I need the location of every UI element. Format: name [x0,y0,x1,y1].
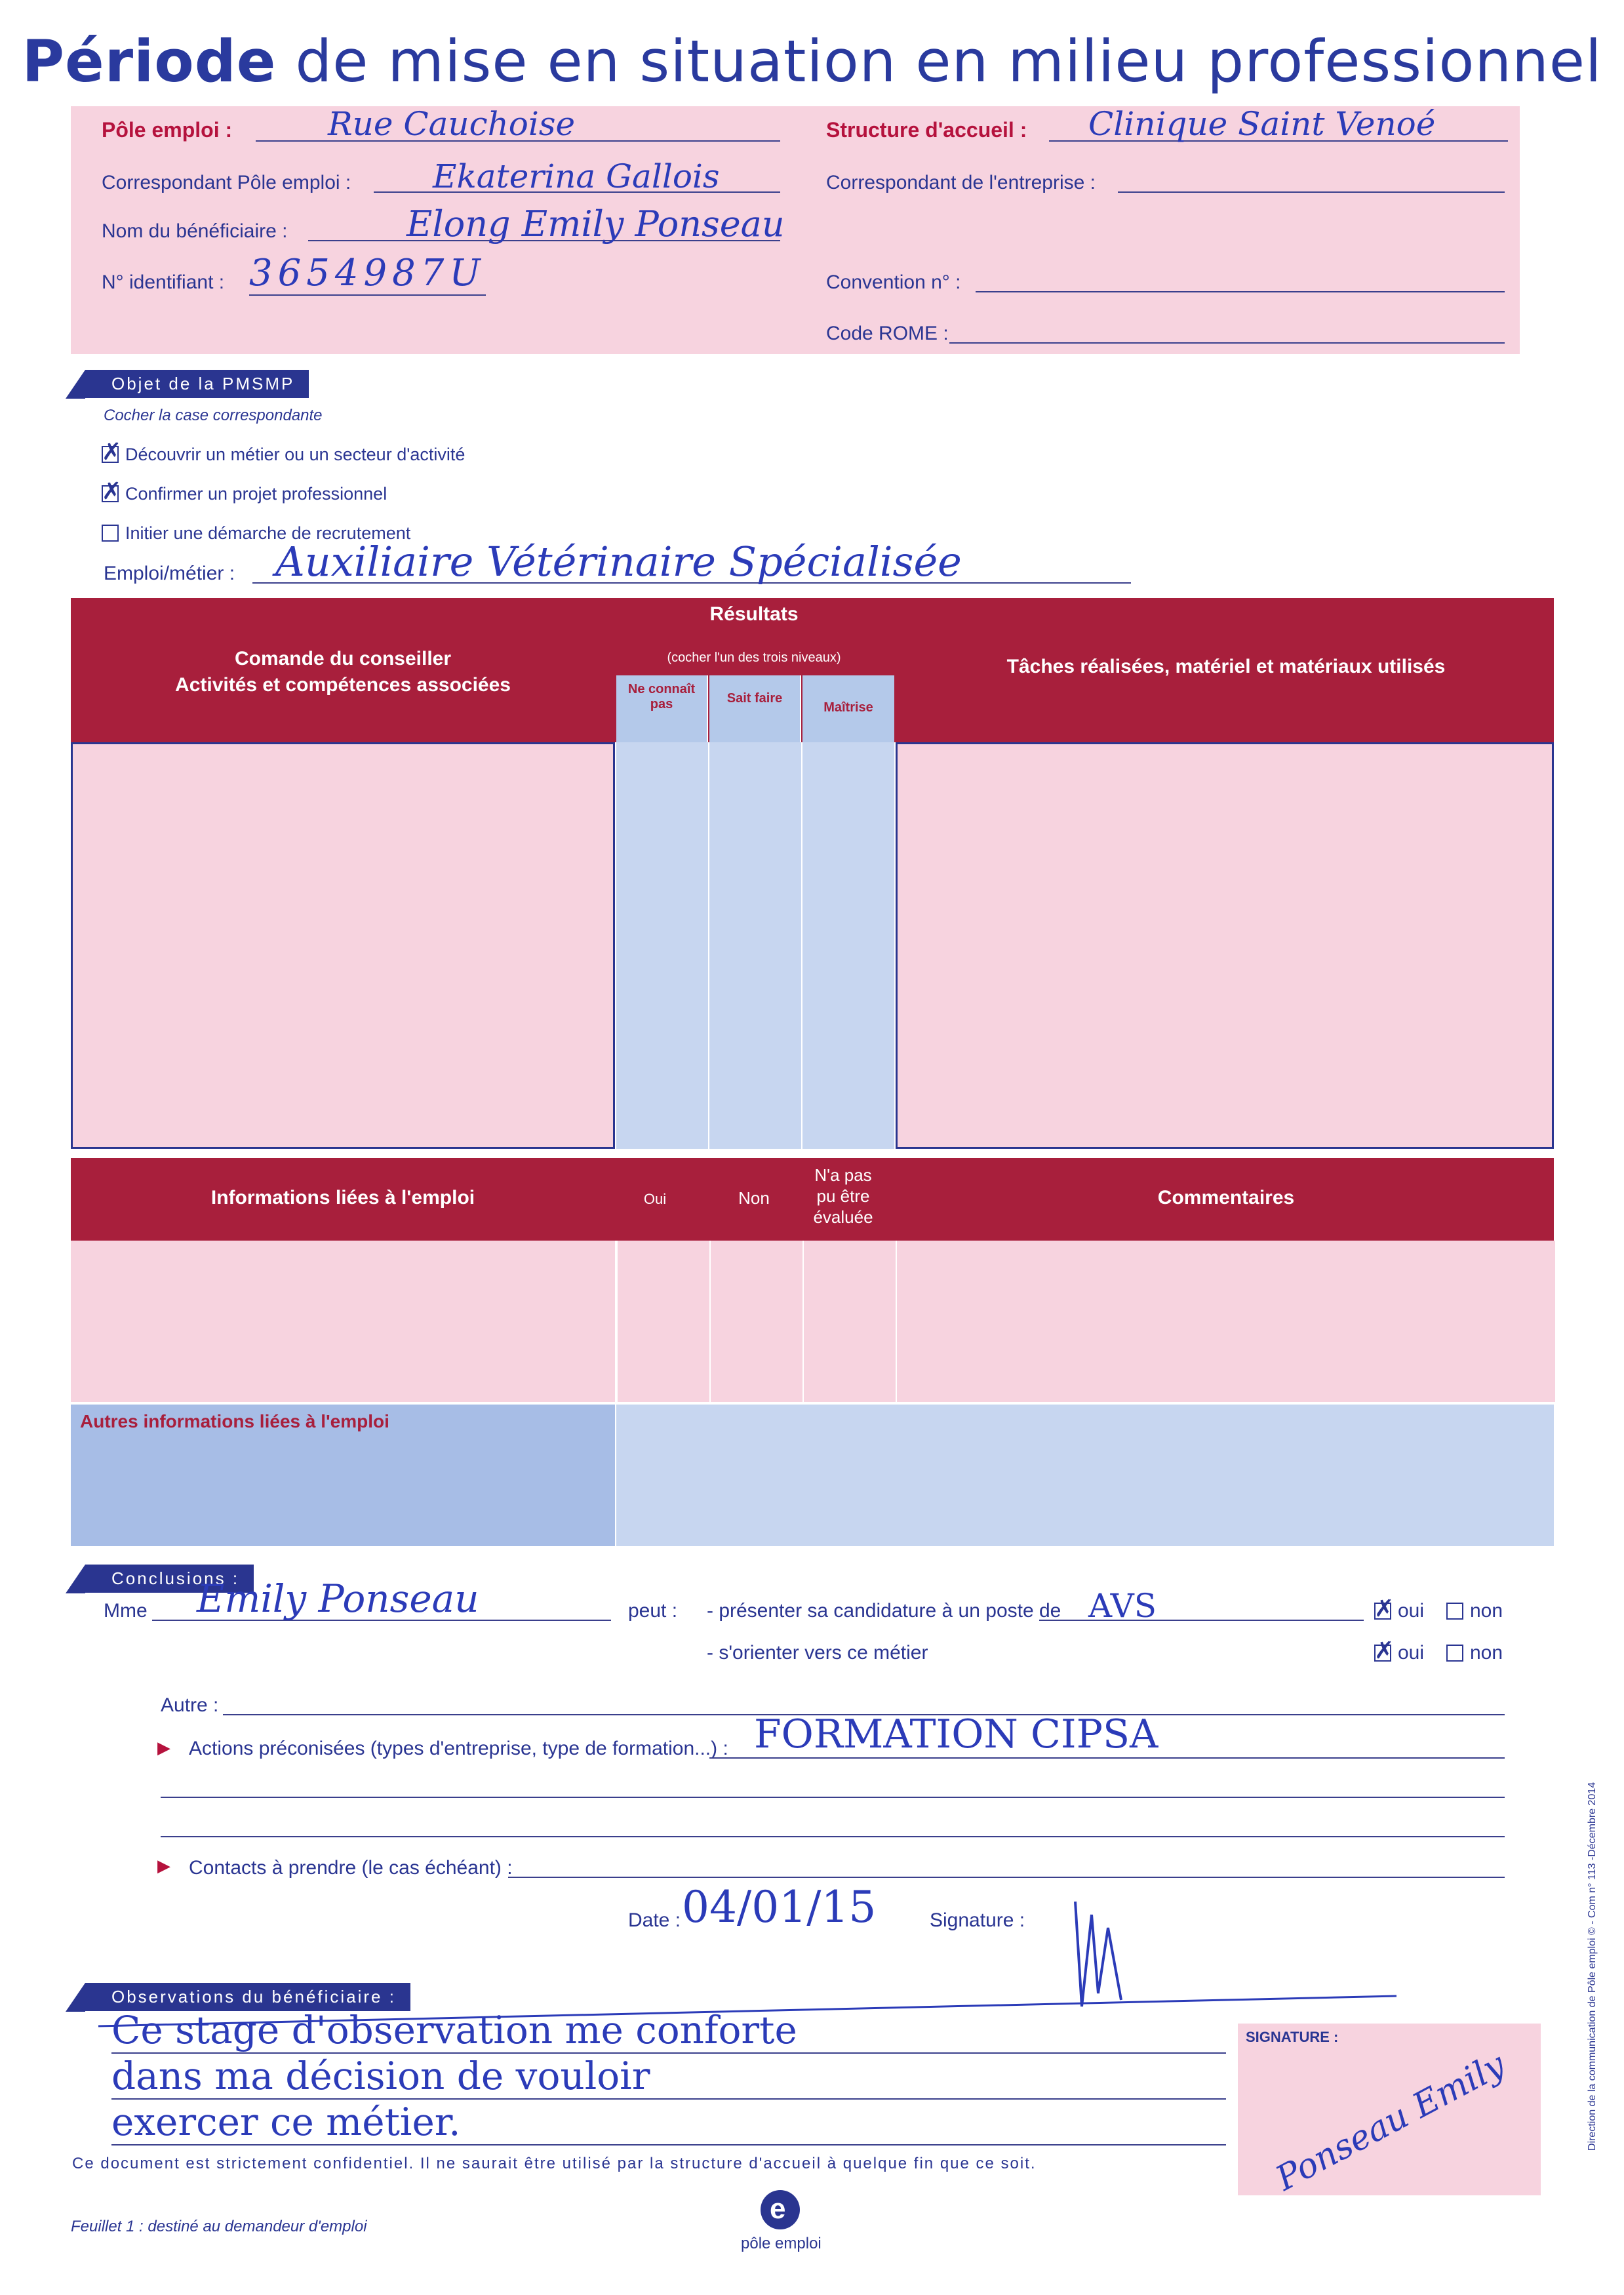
page-title [0,28,1624,95]
correspondant-ent-label: Correspondant de l'entreprise : [826,172,1096,193]
correspondant-pe-label: Correspondant Pôle emploi : [102,172,351,193]
triangle-icon: ▶ [157,1738,170,1757]
table1-cell-level-3[interactable] [802,742,894,1149]
beneficiary-signature-value: Ponseau Emily [1269,2045,1512,2199]
observation-line-3: exercer ce métier. [111,2100,1226,2145]
actions-line-3 [161,1836,1505,1837]
actions-line [709,1757,1505,1759]
pole-emploi-logo-icon: e [761,2190,800,2229]
feuillet-note: Feuillet 1 : destiné au demandeur d'emploi [71,2218,367,2235]
checkbox-icon[interactable] [1374,1645,1391,1662]
table1-level-3: Maîtrise [802,675,894,742]
objet-band: Objet de la PMSMP [85,370,309,398]
autre-label: Autre : [161,1694,219,1716]
structure-value: Clinique Saint Venoé [1088,105,1436,143]
table1-resultats-sub: (cocher l'un des trois niveaux) [667,650,841,665]
observation-line-2: dans ma décision de vouloir [111,2054,1226,2100]
table2-col-na: N'a pas pu être évaluée [813,1165,873,1227]
peut-label: peut : [628,1600,678,1622]
correspondant-pe-value: Ekaterina Gallois [433,157,720,195]
observations-band: Observations du bénéficiaire : [85,1983,410,2011]
table2-col-infos: Informations liées à l'emploi [210,1187,475,1208]
pole-emploi-logo-text: pôle emploi [741,2235,822,2252]
header-box [71,106,1520,354]
beneficiary-signature-label: SIGNATURE : [1246,2029,1339,2045]
checkbox-icon[interactable] [1374,1603,1391,1620]
title-bold: Période [22,28,277,95]
table2-cell-na[interactable] [802,1241,896,1402]
mme-label: Mme [104,1600,148,1622]
table1-col-activites: Comande du conseiller Activités et compétences associées [175,648,511,696]
table2-col-comments: Commentaires [1157,1187,1295,1208]
table1-cell-taches[interactable] [896,742,1554,1149]
date-value: 04/01/15 [682,1882,877,1932]
table2-cell-non[interactable] [709,1241,802,1402]
checkbox-icon[interactable] [1446,1603,1463,1620]
conclusions-band: Conclusions : [85,1565,254,1593]
contacts-label: Contacts à prendre (le cas échéant) : [189,1857,513,1879]
structure-label: Structure d'accueil : [826,118,1027,142]
table2-cell-comments[interactable] [896,1241,1555,1402]
objet-option-2[interactable]: ✗Confirmer un projet professionnel [102,484,387,504]
contacts-line [508,1877,1505,1878]
oui-2[interactable]: ✗ oui [1374,1642,1424,1664]
candidature-label: - présenter sa candidature à un poste de [707,1600,1061,1622]
convention-line [976,291,1505,292]
title-rest: de mise en situation en milieu professionnel [295,28,1602,95]
date-label: Date : [628,1909,681,1931]
poste-value: AVS [1088,1587,1157,1625]
emploi-value: Auxiliaire Vétérinaire Spécialisée [275,538,962,586]
table1-level-2: Sait faire [709,675,801,742]
orienter-label: - s'orienter vers ce métier [707,1642,928,1664]
table1-cell-level-2[interactable] [709,742,802,1149]
table2-col-oui: Oui [643,1191,667,1207]
checkbox-icon[interactable] [1446,1645,1463,1662]
autres-infos-label: Autres informations liées à l'emploi [80,1411,389,1431]
checkbox-icon[interactable] [102,485,119,502]
pole-emploi-label: Pôle emploi : [102,118,233,142]
nom-value: Elong Emily Ponseau [406,203,785,245]
objet-option-1[interactable]: ✗Découvrir un métier ou un secteur d'activité [102,445,465,465]
table2-cell-oui[interactable] [616,1241,709,1402]
table1-level-1: Ne connaît pas [616,675,708,742]
confidential-notice: Ce document est strictement confidentiel. Il ne saurait être utilisé par la structure d'accueil à quelque fin que ce soit. [72,2155,1037,2172]
objet-instruction: Cocher la case correspondante [104,407,323,424]
autres-infos-label-cell [71,1405,615,1546]
table1-col-taches: Tâches réalisées, matériel et matériaux utilisés [1006,656,1446,677]
rome-label: Code ROME : [826,323,949,344]
rome-line [949,342,1505,344]
mme-value: Emily Ponseau [197,1576,479,1621]
triangle-icon: ▶ [157,1856,170,1875]
actions-label: Actions préconisées (types d'entreprise, type de formation...) : [189,1738,728,1759]
non-2[interactable]: non [1446,1642,1503,1664]
actions-line-2 [161,1797,1505,1798]
side-note: Direction de la communication de Pôle emploi © - Com n° 113 -Décembre 2014 [1587,1782,1598,2151]
table1-resultats: Résultats [709,603,799,625]
oui-1[interactable]: ✗ oui [1374,1600,1424,1622]
correspondant-ent-line [1118,191,1505,193]
actions-value: FORMATION CIPSA [754,1711,1159,1757]
table2-col-non: Non [738,1188,770,1208]
pole-emploi-value: Rue Cauchoise [328,105,576,143]
checkbox-icon[interactable] [102,446,119,463]
nom-label: Nom du bénéficiaire : [102,220,288,242]
id-value: 3654987U [249,252,486,294]
non-1[interactable]: non [1446,1600,1503,1622]
beneficiary-signature-box[interactable] [1238,2024,1541,2199]
table1-cell-activites[interactable] [71,742,615,1149]
signature-label: Signature : [930,1909,1025,1931]
observation-line-1: Ce stage d'observation me conforte [111,2008,1226,2054]
emploi-label: Emploi/métier : [104,563,235,584]
autres-infos-cell[interactable] [616,1405,1554,1546]
checkbox-icon[interactable] [102,525,119,542]
table2-cell-infos[interactable] [71,1241,615,1402]
convention-label: Convention n° : [826,271,961,293]
table1-cell-level-1[interactable] [616,742,709,1149]
id-label: N° identifiant : [102,271,225,293]
objet-option-3[interactable]: Initier une démarche de recrutement [102,523,410,544]
